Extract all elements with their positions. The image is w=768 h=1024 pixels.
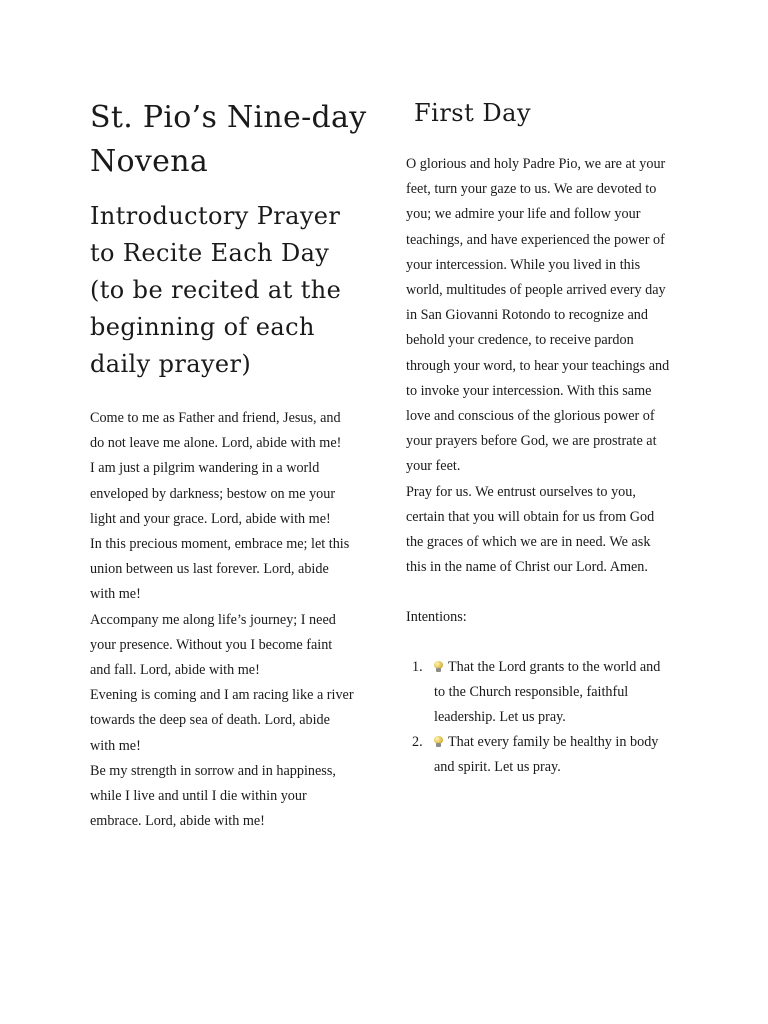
list-item: [406, 655, 678, 731]
list-number: 1.: [412, 658, 423, 675]
prayer-line: light and your grace. Lord, abide with me!: [90, 510, 331, 527]
prayer-line: through your word, to hear your teachings and: [406, 357, 670, 374]
prayer-line: your presence. Without you I become faint: [90, 636, 333, 653]
prayer-line: you; we admire your life and follow your: [406, 206, 641, 223]
prayer-line: while I live and until I die within your: [90, 788, 307, 805]
prayer-line: in San Giovanni Rotondo to recognize and: [406, 307, 648, 324]
intention-line: That the Lord grants to the world and: [434, 655, 678, 680]
section-heading: [90, 198, 365, 383]
intention-line: to the Church responsible, faithful: [434, 683, 629, 700]
subtitle-line: to Recite Each Day: [90, 239, 330, 267]
prayer-line: this in the name of Christ our Lord. Amen.: [406, 559, 648, 576]
prayer-line: towards the deep sea of death. Lord, abide: [90, 712, 330, 729]
prayer-line: Be my strength in sorrow and in happiness,: [90, 762, 336, 779]
prayer-line: teachings, and have experienced the power of: [406, 231, 665, 248]
light-bulb-icon: [434, 661, 443, 672]
intention-line: That every family be healthy in body: [434, 730, 678, 755]
prayer-line: behold your credence, to receive pardon: [406, 332, 634, 349]
subtitle-line: (to be recited at the: [90, 276, 342, 304]
prayer-line: O glorious and holy Padre Pio, we are at your: [406, 156, 666, 172]
prayer-line: world, multitudes of people arrived every day: [406, 282, 666, 299]
prayer-line: Come to me as Father and friend, Jesus, and: [90, 410, 341, 426]
intention-line: and spirit. Let us pray.: [434, 759, 561, 776]
subtitle-line: beginning of each: [90, 313, 315, 341]
list-number: 2.: [412, 734, 423, 751]
prayer-line: I am just a pilgrim wandering in a world: [90, 460, 320, 477]
prayer-line: Accompany me along life’s journey; I need: [90, 611, 336, 628]
prayer-line: Evening is coming and I am racing like a river: [90, 687, 354, 704]
first-day-prayer-text: [406, 152, 678, 580]
prayer-line: enveloped by darkness; bestow on me your: [90, 485, 336, 502]
prayer-line: your intercession. While you lived in this: [406, 256, 641, 273]
introductory-prayer-text: [90, 406, 365, 834]
title-line: Novena: [90, 144, 209, 179]
prayer-line: the graces of which we are in need. We ask: [406, 534, 651, 551]
prayer-line: with me!: [90, 737, 141, 754]
day-heading: First Day: [414, 99, 531, 127]
title-line: St. Pio’s Nine-day: [90, 100, 367, 135]
prayer-line: certain that you will obtain for us from God: [406, 508, 655, 525]
prayer-line: to invoke your intercession. With this same: [406, 382, 652, 399]
intention-line: leadership. Let us pray.: [434, 709, 566, 726]
prayer-line: do not leave me alone. Lord, abide with me!: [90, 435, 342, 452]
intentions-list: [406, 655, 678, 781]
prayer-line: In this precious moment, embrace me; let this: [90, 536, 350, 553]
intentions-label: Intentions:: [406, 609, 467, 626]
prayer-line: Pray for us. We entrust ourselves to you,: [406, 483, 636, 500]
light-bulb-icon: [434, 736, 443, 747]
left-column: [90, 96, 365, 834]
right-column: [406, 96, 678, 781]
page-title: [90, 96, 365, 184]
prayer-line: feet, turn your gaze to us. We are devoted to: [406, 181, 657, 198]
prayer-line: love and conscious of the glorious power of: [406, 408, 655, 425]
prayer-line: your prayers before God, we are prostrate at: [406, 433, 657, 450]
prayer-line: your feet.: [406, 458, 461, 475]
list-item: [406, 730, 678, 780]
prayer-line: embrace. Lord, abide with me!: [90, 813, 265, 830]
prayer-line: with me!: [90, 586, 141, 603]
subtitle-line: daily prayer): [90, 350, 252, 378]
prayer-line: and fall. Lord, abide with me!: [90, 662, 260, 679]
subtitle-line: Introductory Prayer: [90, 202, 341, 230]
prayer-line: union between us last forever. Lord, abide: [90, 561, 329, 578]
